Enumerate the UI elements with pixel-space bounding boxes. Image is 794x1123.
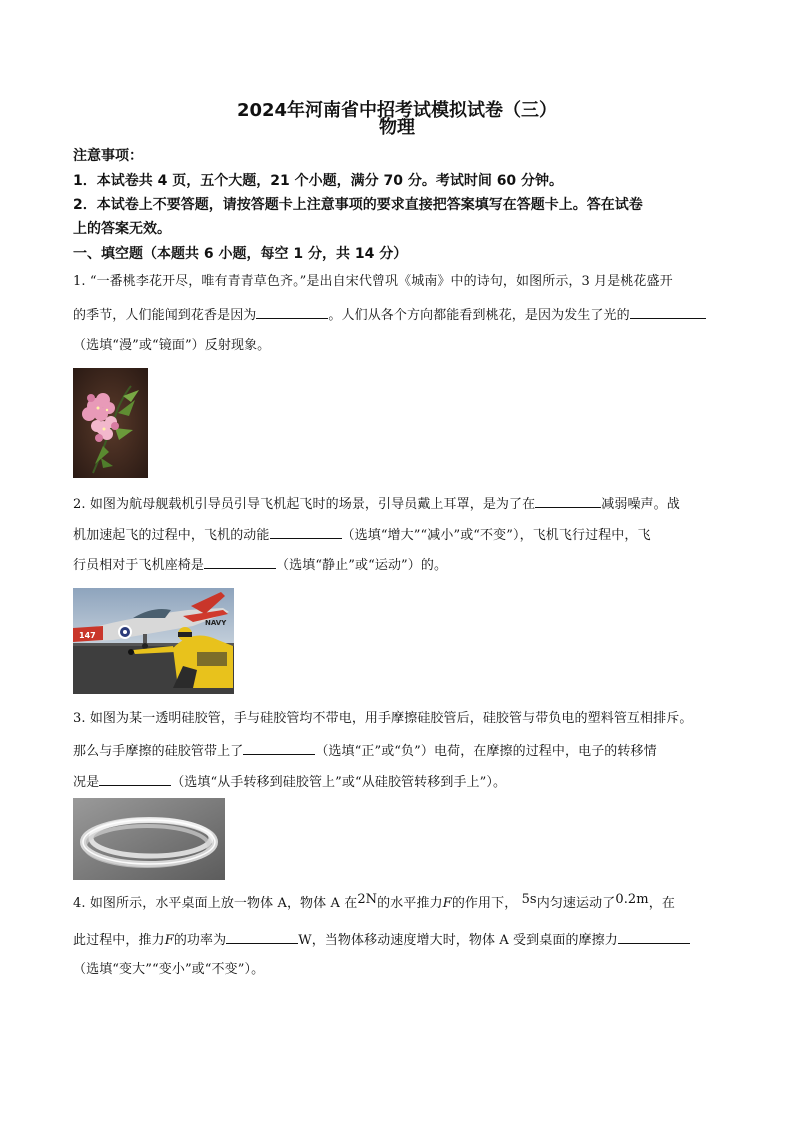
q4-distance-value: 0.2m [615,892,649,907]
q3-line-3 [73,773,723,791]
q4-force-symbol: F [442,896,452,911]
q2-line-1 [73,495,723,513]
q1-line-1: 1. “一番桃李花开尽，唯有青青草色齐。”是出自宋代曾巩《城南》中的诗句，如图所示，3 月是桃花盛开 [73,274,673,289]
notes-item-2-line-1: 2．本试卷上不要答题，请按答题卡上注意事项的要求直接把答案填写在答题卡上。答在试卷 [73,197,643,213]
subject-title: 物理 [379,117,415,138]
carrier-aircraft-photo [73,588,234,694]
q4-text-d: 内匀速运动了 [536,896,616,911]
q3-text-a: 那么与手摩擦的硅胶管带上了 [73,744,244,759]
q2-text-a: 2. 如图为航母舰载机引导员引导飞机起飞时的场景，引导员戴上耳罩，是为了在 [73,497,536,512]
q4-text-c: 的作用下， [451,896,518,911]
q4-force-symbol-2: F [164,933,174,948]
q1-text-a: 的季节，人们能闻到花香是因为 [73,308,257,323]
q4-text-a: 4. 如图所示，水平桌面上放一物体 A，物体 A 在 [73,896,358,911]
plane-navy-text: NAVY [205,619,227,627]
q4-text-e: ，在 [648,896,675,911]
q4-line-3: （选填“变大”“变小”或“不变”）。 [73,962,265,977]
notes-item-2-line-2: 上的答案无效。 [73,221,171,237]
plane-number-text: 147 [79,631,96,640]
q4-force-value: 2N [357,892,378,907]
q4-text-b: 的水平推力 [377,896,443,911]
q2-blank-2 [270,526,342,539]
q4-line-1 [73,892,723,912]
q2-blank-3 [204,556,276,569]
q2-text-d: （选填“增大”“减小”或“不变”），飞机飞行过程中，飞 [341,528,651,543]
q4-blank-2 [618,931,690,944]
q3-blank-1 [243,742,315,755]
q1-blank-1 [256,306,328,319]
q4-text-f: 此过程中，推力 [73,933,165,948]
q2-line-3 [73,556,723,574]
q2-blank-1 [535,495,601,508]
q1-text-b: 。人们从各个方向都能看到桃花，是因为发生了光的 [328,308,630,323]
q3-line-1: 3. 如图为某一透明硅胶管，手与硅胶管均不带电，用手摩擦硅胶管后，硅胶管与带负电的塑料管互相排斥。 [73,711,693,726]
q4-blank-1 [226,931,298,944]
notes-item-1: 1．本试卷共 4 页，五个大题，21 个小题，满分 70 分。考试时间 60 分钟。 [73,173,564,189]
silicone-tube-photo [73,798,225,880]
q2-text-f: （选填“静止”或“运动”）的。 [276,558,448,573]
q4-line-2 [73,931,723,949]
q4-text-g: 的功率为 [173,933,227,948]
q2-text-e: 行员相对于飞机座椅是 [73,558,205,573]
notes-heading: 注意事项： [73,148,143,164]
q4-text-h: W，当物体移动速度增大时，物体 A 受到桌面的摩擦力 [298,933,618,948]
q1-line-3: （选填“漫”或“镜面”）反射现象。 [73,338,271,353]
q1-blank-2 [630,306,706,319]
q3-text-c: 况是 [73,775,100,790]
q3-text-b: （选填“正”或“负”）电荷，在摩擦的过程中，电子的转移情 [315,744,657,759]
peach-blossom-photo [73,368,148,478]
q2-line-2 [73,526,723,544]
q2-text-b: 减弱噪声。战 [601,497,680,512]
q3-blank-2 [99,773,171,786]
section-heading: 一、填空题（本题共 6 小题，每空 1 分，共 14 分） [73,246,408,262]
q3-text-d: （选填“从手转移到硅胶管上”或“从硅胶管转移到手上”）。 [171,775,507,790]
q3-line-2 [73,742,723,760]
exam-title: 2024年河南省中招考试模拟试卷（三） [236,100,558,121]
q2-text-c: 机加速起飞的过程中，飞机的动能 [73,528,270,543]
q1-line-2 [73,306,723,324]
q4-time-value: 5s [521,892,537,907]
